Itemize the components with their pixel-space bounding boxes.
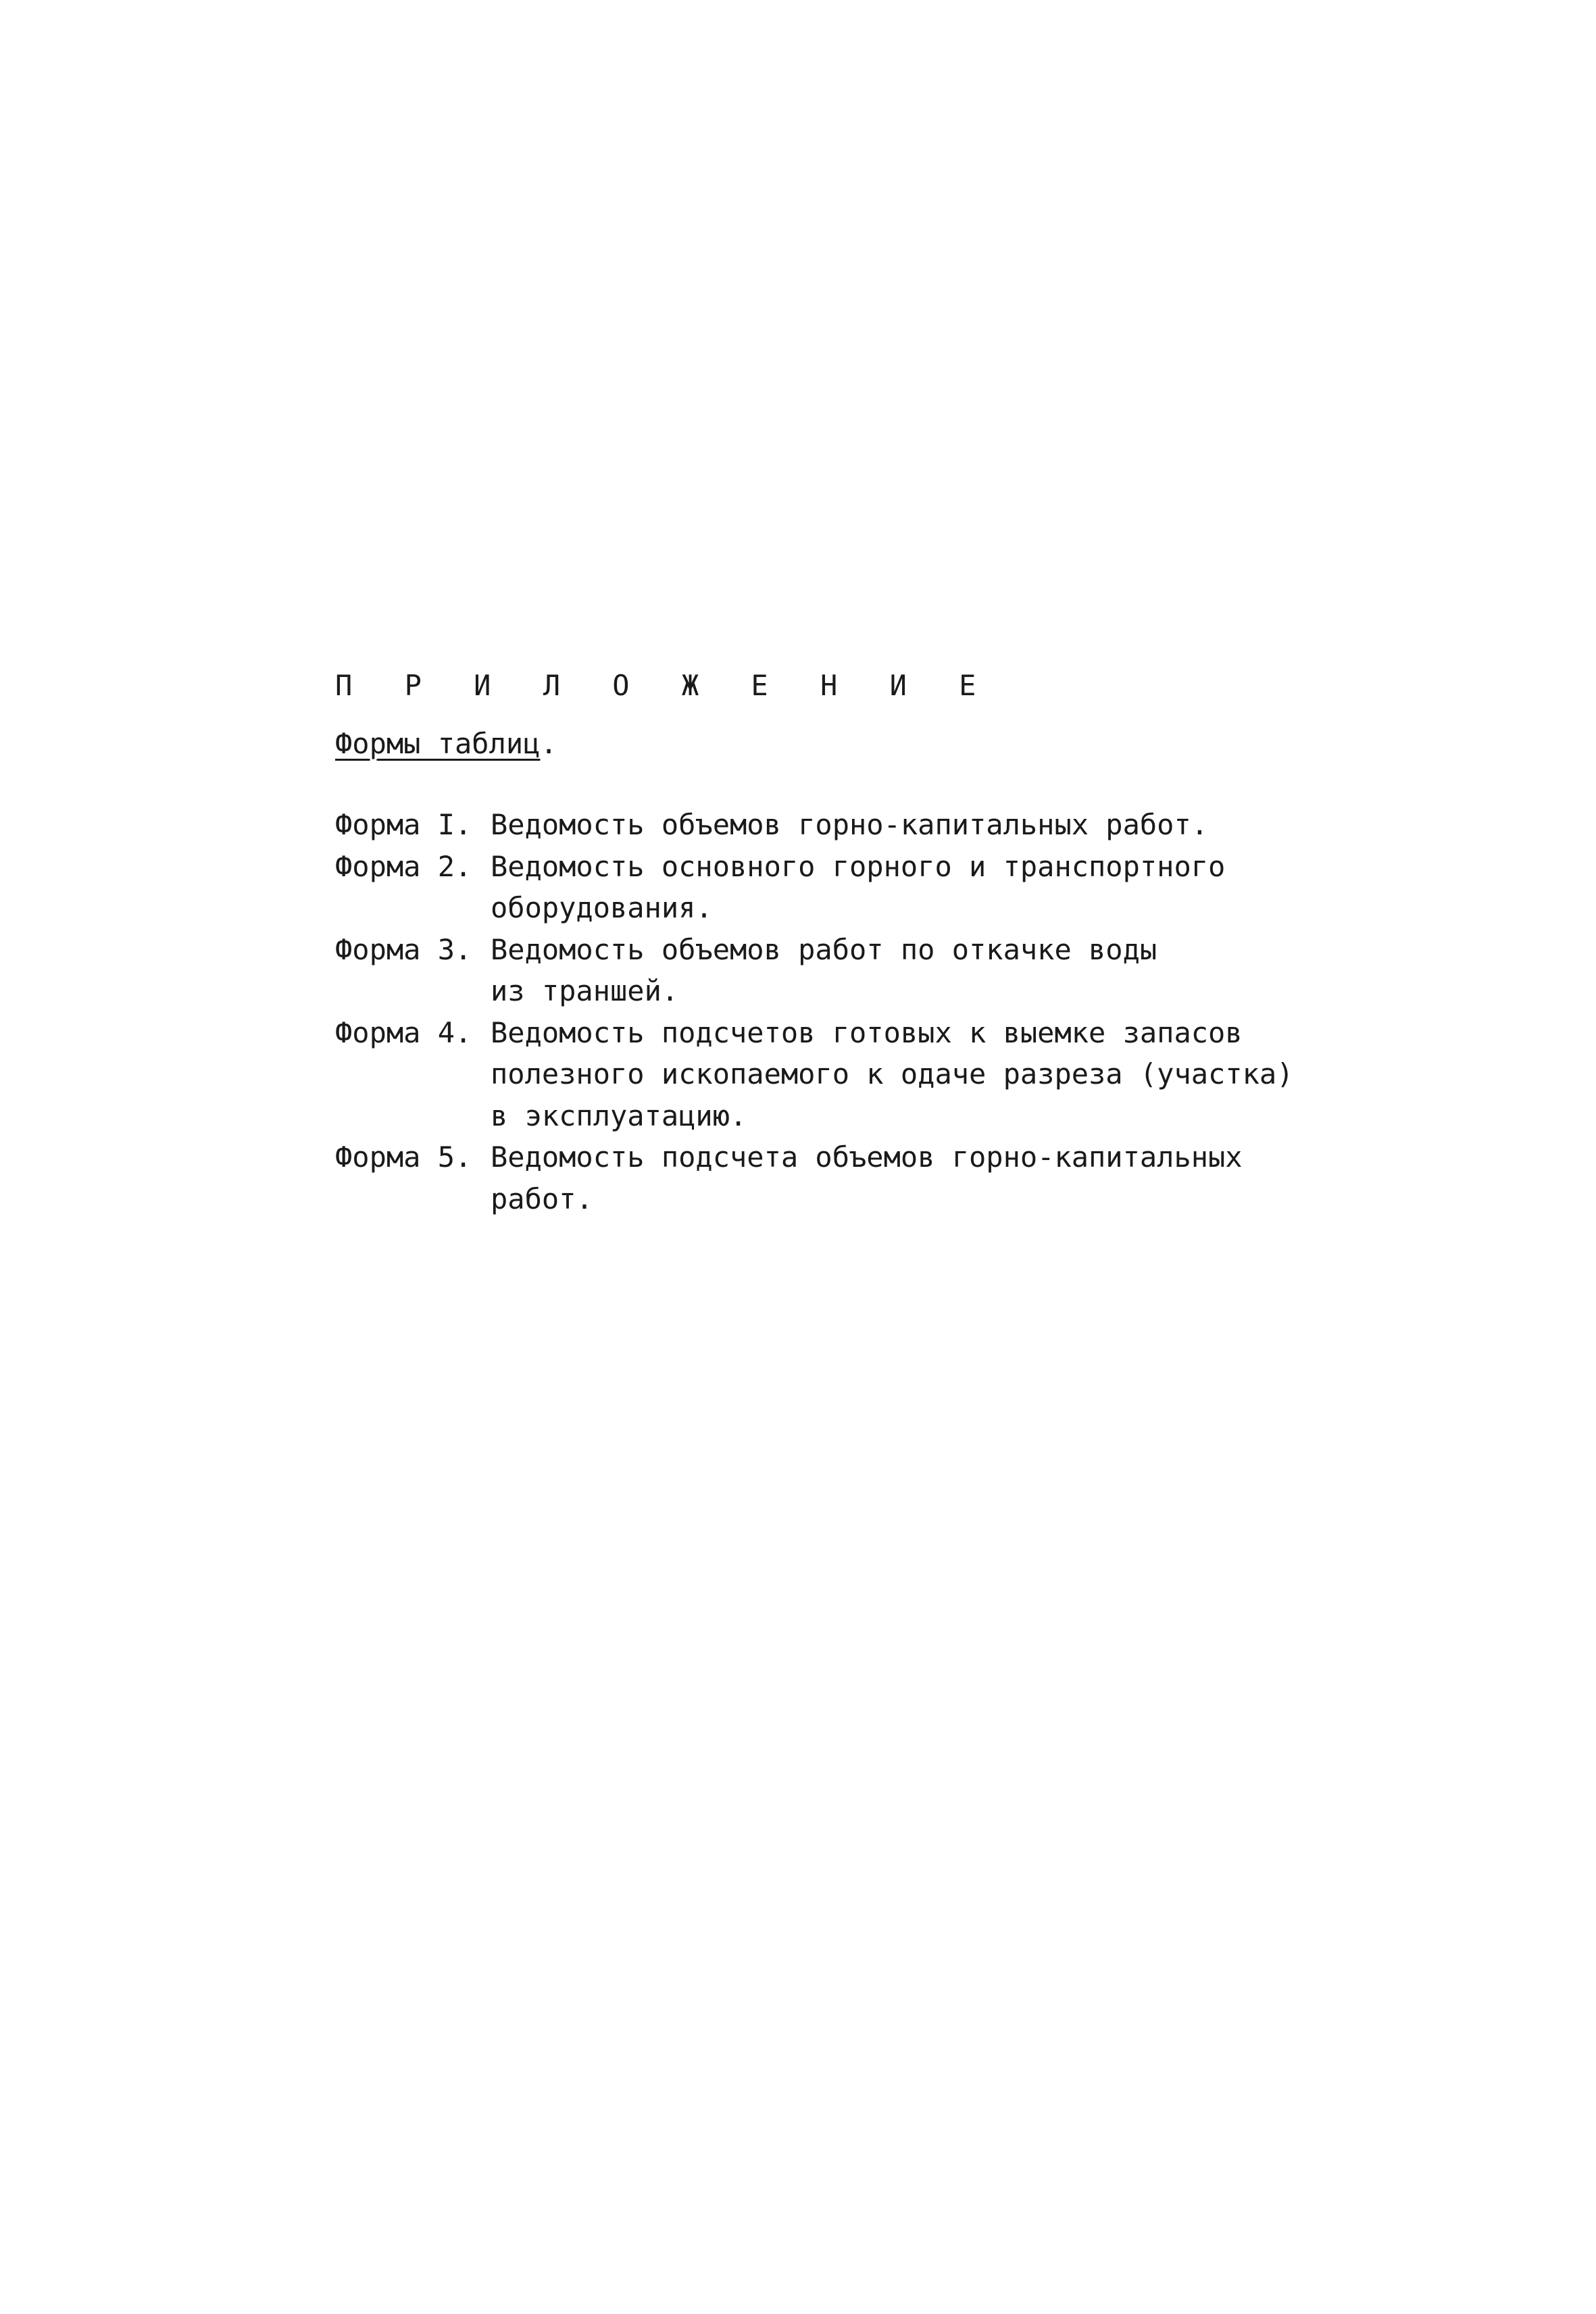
form-description: Ведомость подсчета объемов горно-капитальных работ. bbox=[491, 1140, 1243, 1215]
forms-subheading bbox=[335, 724, 557, 764]
form-item-5 bbox=[335, 1136, 1349, 1219]
form-label: Форма 4. bbox=[335, 1015, 472, 1049]
form-label: Форма I. bbox=[335, 808, 472, 841]
form-item-2 bbox=[335, 846, 1349, 929]
forms-list bbox=[335, 804, 1349, 1219]
forms-subheading-text: Формы таблиц bbox=[335, 727, 541, 760]
form-description: Ведомость подсчетов готовых к выемке запасов полезного ископаемого к одаче разреза (участка) в эксплуатацию. bbox=[491, 1015, 1294, 1132]
form-description: Ведомость объемов работ по откачке воды из траншей. bbox=[491, 932, 1157, 1007]
forms-subheading-period: . bbox=[540, 727, 557, 760]
appendix-heading: П Р И Л О Ж Е Н И Е bbox=[335, 669, 994, 702]
form-label: Форма 2. bbox=[335, 849, 472, 883]
form-label: Форма 3. bbox=[335, 932, 472, 966]
form-item-3 bbox=[335, 929, 1349, 1012]
form-label: Форма 5. bbox=[335, 1140, 472, 1174]
form-item-1 bbox=[335, 804, 1349, 846]
form-description: Ведомость основного горного и транспортного оборудования. bbox=[491, 849, 1226, 924]
form-description: Ведомость объемов горно-капитальных работ. bbox=[491, 808, 1209, 841]
form-item-4 bbox=[335, 1012, 1349, 1137]
